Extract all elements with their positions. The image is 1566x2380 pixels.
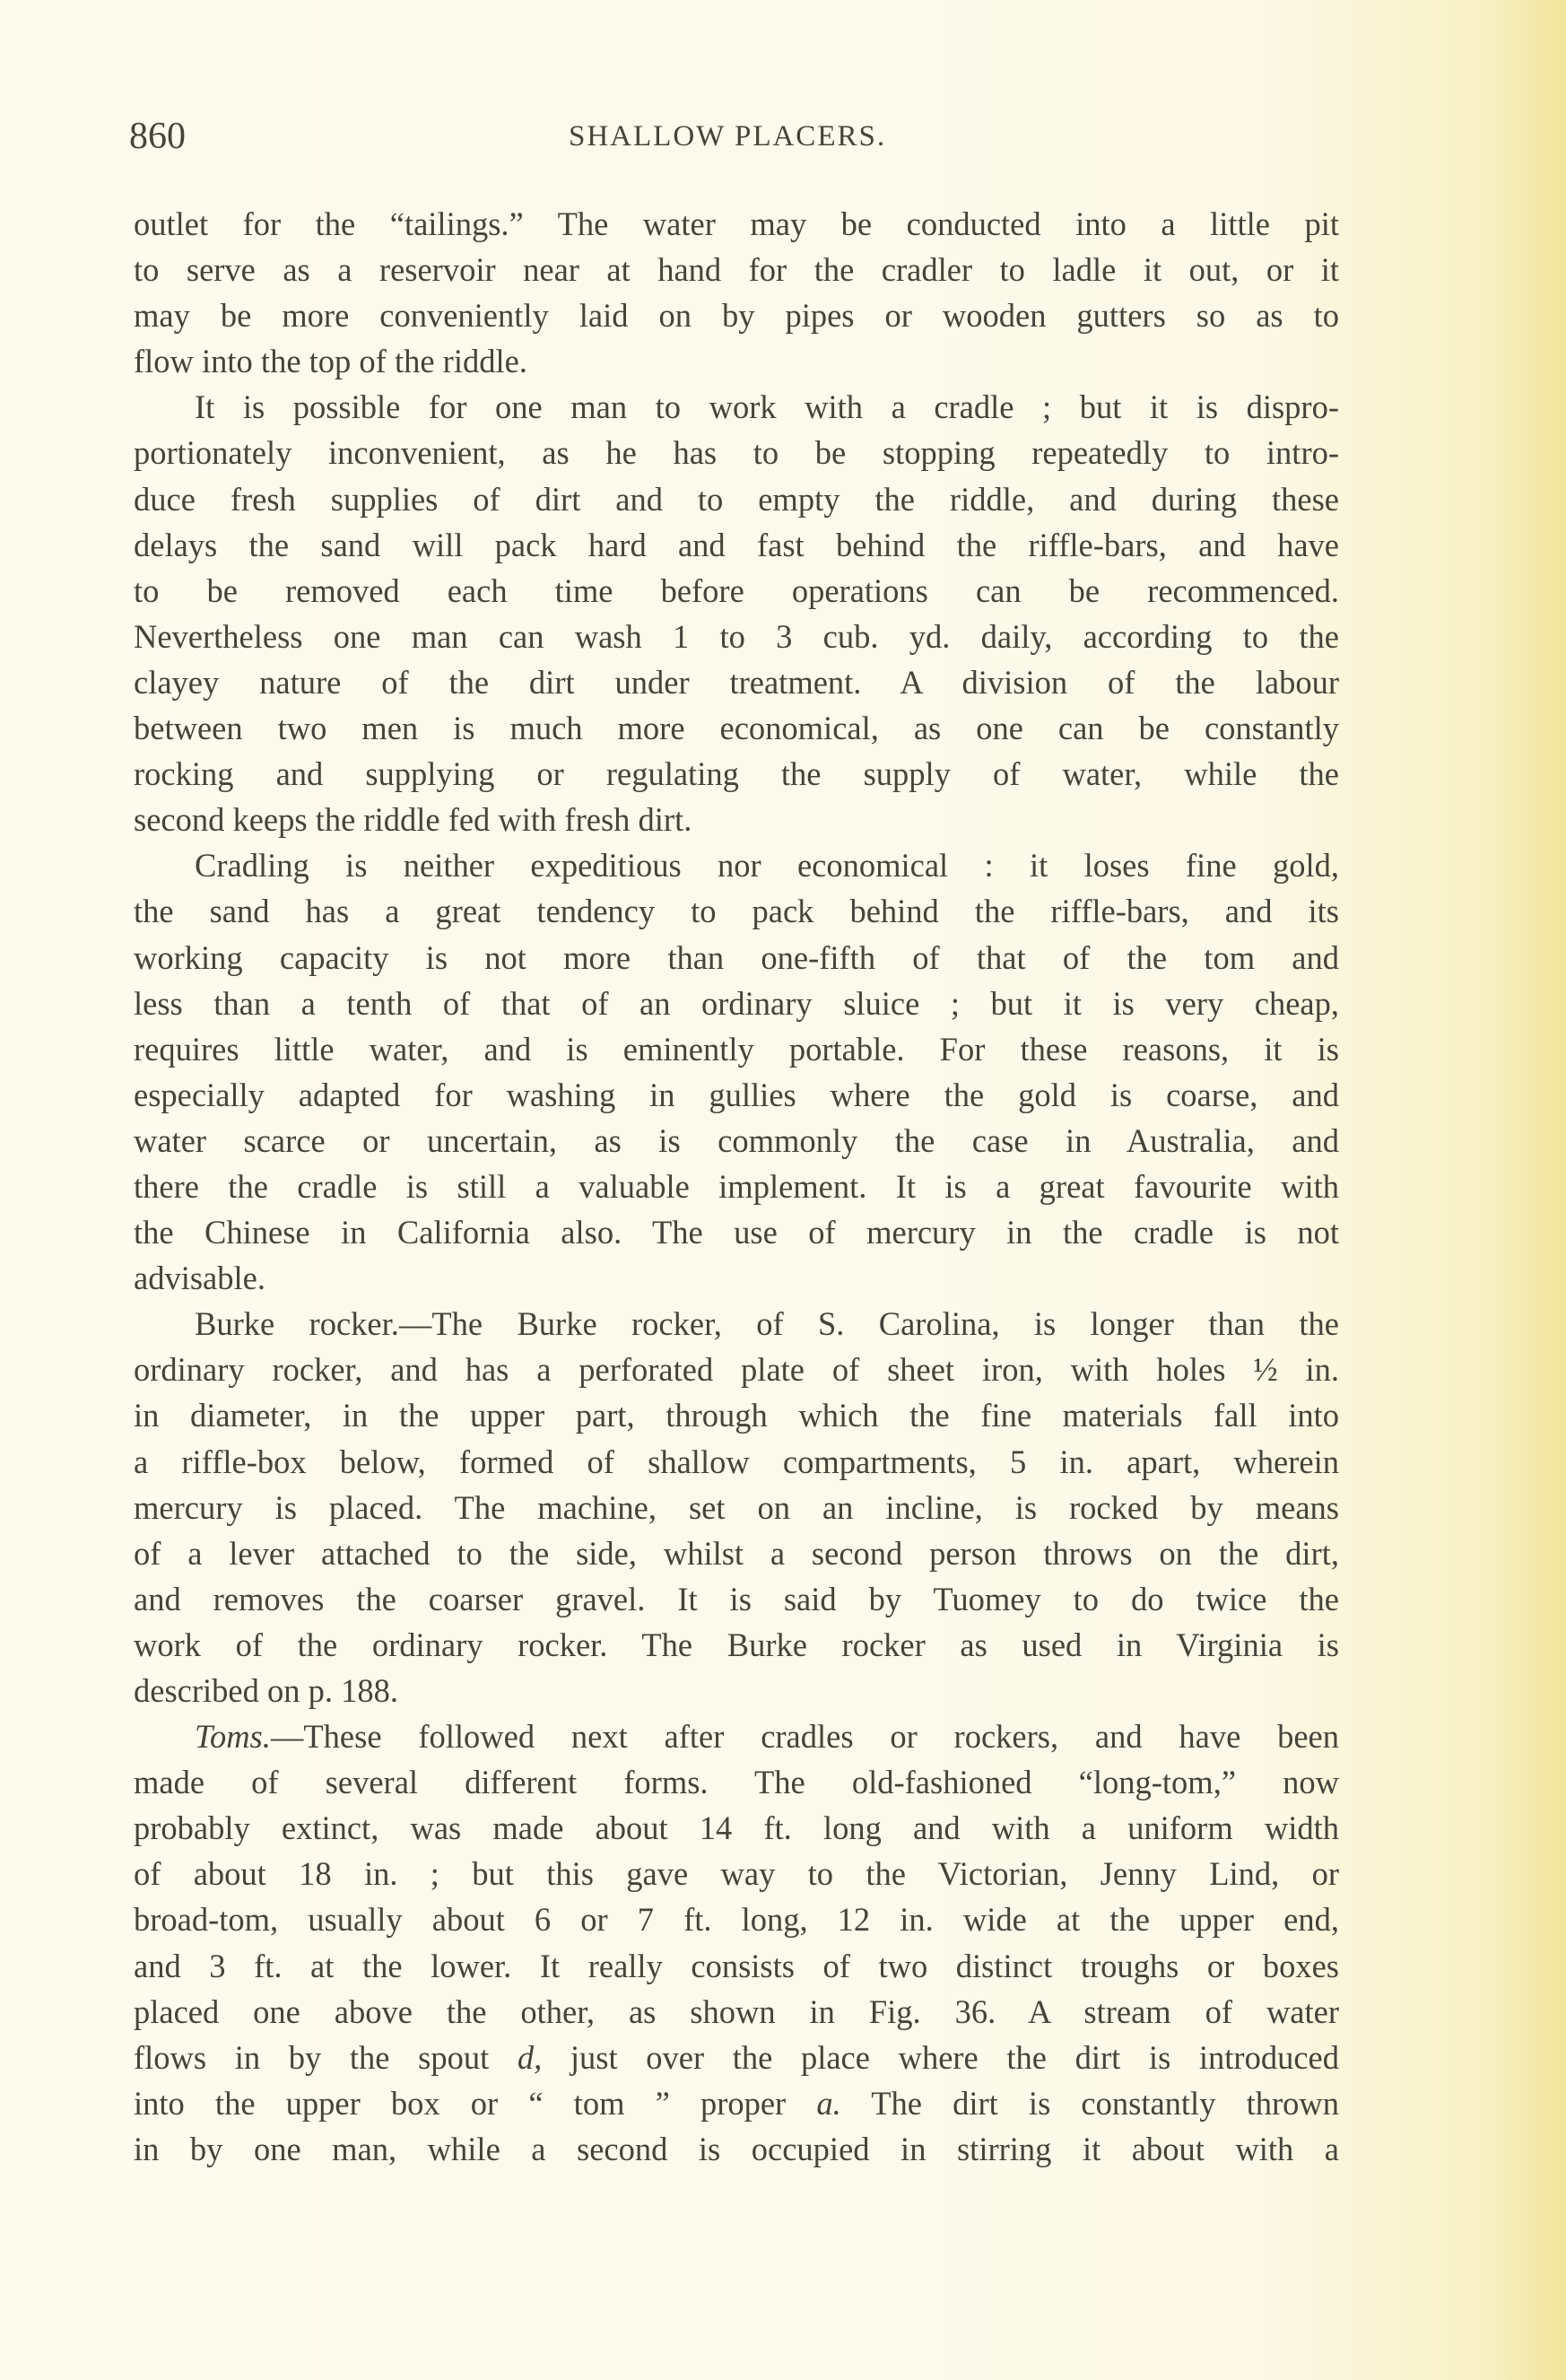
text-line (134, 2126, 1339, 2172)
text-span: flow into the top of the riddle. (134, 343, 527, 380)
text-line (134, 1209, 1339, 1255)
text-line (134, 384, 1339, 430)
text-line (134, 935, 1339, 981)
text-line (134, 1164, 1339, 1209)
text-span: broad-tom, usually about 6 or 7 ft. long, 12 in. wide at the upper end, (134, 1901, 1339, 1939)
text-span: between two men is much more economical, as one can be constantly (134, 710, 1339, 747)
text-line (134, 1439, 1339, 1485)
text-span: in diameter, in the upper part, through which the fine materials fall into (134, 1397, 1339, 1434)
text-span: portionately inconvenient, as he has to be stopping repeatedly to intro- (134, 434, 1339, 472)
text-span: delays the sand will pack hard and fast behind the riffle-bars, and have (134, 526, 1339, 563)
text-line (134, 1943, 1339, 1989)
text-span: Nevertheless one man can wash 1 to 3 cub. yd. daily, according to the (134, 617, 1339, 655)
text-line (134, 1668, 1339, 1713)
text-span: into the upper box or “ tom ” proper (134, 2084, 817, 2122)
text-line (134, 659, 1339, 705)
text-line (134, 1622, 1339, 1668)
text-line (134, 1896, 1339, 1942)
text-line (134, 842, 1339, 888)
text-span: placed one above the other, as shown in Fig. 36. A stream of water (134, 1992, 1339, 2030)
text-line (134, 568, 1339, 614)
text-line (134, 338, 1339, 384)
text-line (134, 1576, 1339, 1622)
text-span: working capacity is not more than one-fifth of that of the tom and (134, 938, 1339, 976)
text-span: Cradling is neither expeditious nor economical : it loses fine gold, (195, 847, 1339, 885)
text-line (134, 751, 1339, 797)
text-line (134, 1347, 1339, 1392)
text-line (134, 614, 1339, 659)
text-line (134, 1118, 1339, 1164)
text-line (134, 1989, 1339, 2035)
text-line (134, 1851, 1339, 1896)
text-span: —These followed next after cradles or rockers, and have been (270, 1718, 1339, 1756)
text-span: advisable. (134, 1260, 265, 1297)
text-line (134, 797, 1339, 842)
text-span: probably extinct, was made about 14 ft. long and with a uniform width (134, 1809, 1339, 1847)
text-span: flows in by the spout (134, 2038, 518, 2076)
text-line (134, 476, 1339, 522)
italic-text: a. (816, 2084, 841, 2122)
text-span: and removes the coarser gravel. It is said by Tuomey to do twice the (134, 1580, 1339, 1617)
text-span: especially adapted for washing in gullies where the gold is coarse, and (134, 1076, 1339, 1113)
text-span: may be more conveniently laid on by pipes or wooden gutters so as to (134, 297, 1339, 335)
text-line (134, 2035, 1339, 2080)
text-line (134, 1530, 1339, 1576)
text-span: to serve as a reservoir near at hand for the cradler to ladle it out, or it (134, 251, 1339, 289)
text-span: a riffle-box below, formed of shallow compartments, 5 in. apart, wherein (134, 1443, 1339, 1480)
text-span: the Chinese in California also. The use of mercury in the cradle is not (134, 1214, 1339, 1251)
text-line (134, 430, 1339, 475)
text-span: mercury is placed. The machine, set on an incline, is rocked by means (134, 1488, 1339, 1526)
text-line (134, 981, 1339, 1026)
text-line (134, 1026, 1339, 1072)
text-span: It is possible for one man to work with a cradle ; but it is dispro- (195, 388, 1339, 426)
text-span: Burke rocker.—The Burke rocker, of S. Carolina, is longer than the (195, 1305, 1339, 1343)
text-span: the sand has a great tendency to pack behind the riffle-bars, and its (134, 893, 1339, 930)
text-line (134, 247, 1339, 292)
page-number: 860 (129, 116, 186, 157)
text-line (134, 1301, 1339, 1347)
text-span: there the cradle is still a valuable implement. It is a great favourite with (134, 1167, 1339, 1205)
italic-text: d, (517, 2038, 543, 2076)
text-span: second keeps the riddle fed with fresh dirt. (134, 801, 692, 839)
text-line (134, 201, 1339, 247)
text-span: work of the ordinary rocker. The Burke rocker as used in Virginia is (134, 1626, 1339, 1663)
text-span: to be removed each time before operations can be recommenced. (134, 571, 1339, 609)
running-title: SHALLOW PLACERS. (569, 120, 887, 153)
text-span: just over the place where the dirt is introduced (542, 2038, 1339, 2076)
text-span: of a lever attached to the side, whilst a second person throws on the dirt, (134, 1534, 1339, 1572)
text-line (134, 705, 1339, 751)
text-line (134, 888, 1339, 934)
text-span: requires little water, and is eminently portable. For these reasons, it is (134, 1030, 1339, 1068)
text-line (134, 1759, 1339, 1805)
text-span: The dirt is constantly thrown (840, 2084, 1339, 2122)
text-line (134, 2080, 1339, 2126)
text-span: clayey nature of the dirt under treatment. A division of the labour (134, 663, 1339, 701)
text-span: less than a tenth of that of an ordinary sluice ; but it is very cheap, (134, 984, 1339, 1022)
text-line (134, 292, 1339, 338)
text-line (134, 522, 1339, 568)
text-span: and 3 ft. at the lower. It really consists of two distinct troughs or boxes (134, 1947, 1339, 1984)
text-span: of about 18 in. ; but this gave way to the Victorian, Jenny Lind, or (134, 1855, 1339, 1893)
text-line (134, 1072, 1339, 1118)
text-line (134, 1485, 1339, 1530)
text-span: described on p. 188. (134, 1672, 398, 1709)
italic-text: Toms. (195, 1718, 271, 1756)
text-span: duce fresh supplies of dirt and to empty the riddle, and during these (134, 480, 1339, 518)
text-line (134, 1392, 1339, 1438)
text-span: water scarce or uncertain, as is commonly the case in Australia, and (134, 1121, 1339, 1159)
body-text (134, 201, 1339, 2172)
text-line (134, 1713, 1339, 1759)
text-span: in by one man, while a second is occupied in stirring it about with a (134, 2130, 1339, 2167)
text-span: made of several different forms. The old-fashioned “long-tom,” now (134, 1764, 1339, 1801)
text-span: ordinary rocker, and has a perforated plate of sheet iron, with holes ½ in. (134, 1351, 1339, 1389)
running-header (129, 115, 1338, 160)
text-line (134, 1255, 1339, 1301)
text-span: rocking and supplying or regulating the supply of water, while the (134, 755, 1339, 793)
text-span: outlet for the “tailings.” The water may be conducted into a little pit (134, 205, 1339, 242)
text-line (134, 1805, 1339, 1851)
